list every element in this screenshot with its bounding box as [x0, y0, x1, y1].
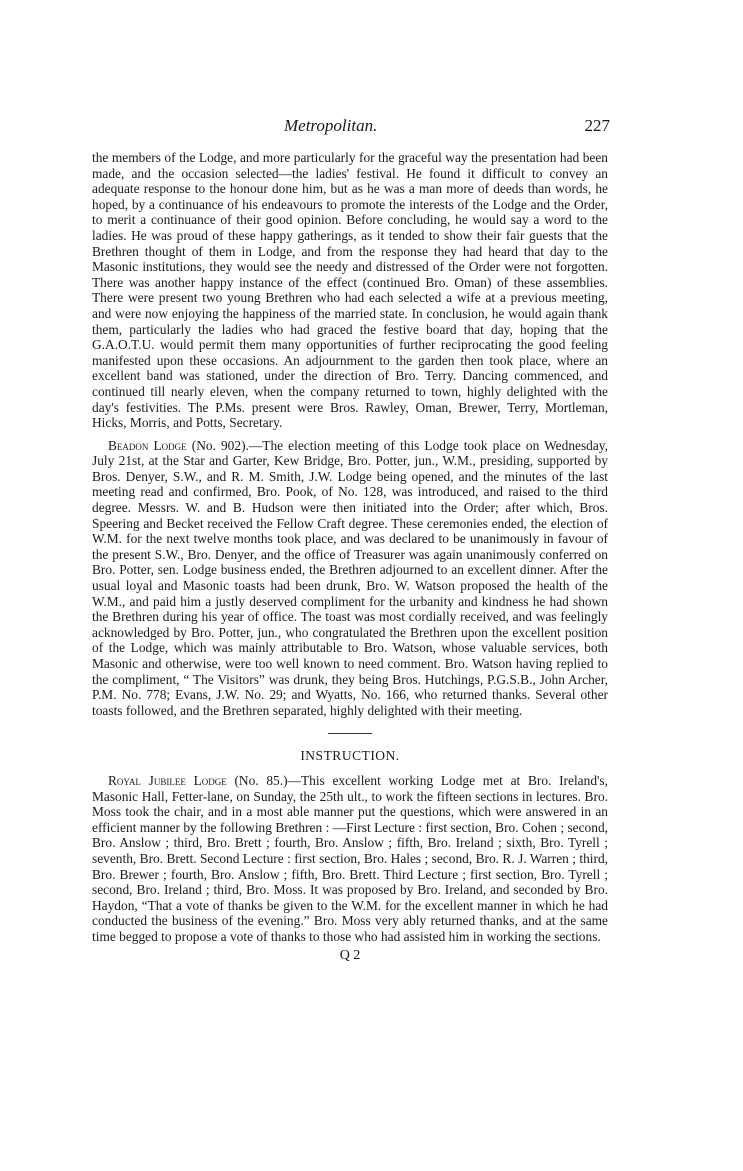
beadon-lodge-report: [92, 438, 608, 719]
section-divider: [328, 733, 372, 734]
signature-mark: Q 2: [339, 947, 361, 963]
lodge-name: Beadon Lodge: [108, 437, 187, 453]
paragraph-continued: the members of the Lodge, and more particularly for the graceful way the presentation had been made, and the occasion selected—the ladies' festival. He found it difficult to convey an adequate response to the honour done him, but as he was a man more of deeds than words, he hoped, by a continuance of his endeavours to promote the interests of the Lodge and the Order, to merit a continuance of their good opinion. Before concluding, he would say a word to the ladies. He was proud of these happy gatherings, as it tended to show their fair guests that the Brethren thought of them in Lodge, and from the response they had heard that day to the Masonic institutions, they would see the needy and distressed of the Order were not forgotten. There was another happy instance of the effect (continued Bro. Oman) of these assemblies. There were present two young Brethren who had each selected a wife at a previous meeting, and were now enjoying the happiness of the married state. In conclusion, he would again thank them, particularly the ladies who had graced the festive board that day, hoping that the G.A.O.T.U. would permit them many opportunities of further reciprocating the good feeling manifested upon these occasions. An adjournment to the garden then took place, where an excellent band was stationed, under the direction of Bro. Terry. Dancing commenced, and continued till nearly eleven, when the company returned to town, highly delighted with the day's festivities. The P.Ms. present were Bros. Rawley, Oman, Brewer, Terry, Mortleman, Hicks, Morris, and Potts, Secretary.: [92, 150, 608, 431]
report-text: (No. 85.)—This excellent working Lodge met at Bro. Ireland's, Masonic Hall, Fetter-lane, on Sunday, the 25th ult., to work the fifteen sections in lectures. Bro. Moss took the chair, and in a most able manner put the questions, which were answered in an efficient manner by the following Brethren : —First Lecture : first section, Bro. Cohen ; second, Bro. Anslow ; third, Bro. Brett ; fourth, Bro. Anslow ; fifth, Bro. Ireland ; sixth, Bro. Tyrell ; seventh, Bro. Brett. Second Lecture : first section, Bro. Hales ; second, Bro. R. J. Warren ; third, Bro. Brewer ; fourth, Bro. Anslow ; fifth, Bro. Brett. Third Lecture ; first section, Bro. Tyrell ; second, Bro. Ireland ; third, Bro. Moss. It was proposed by Bro. Ireland, and seconded by Bro. Haydon, “That a vote of thanks be given to the W.M. for the excellent manner in which he had conducted the business of the evening.” Bro. Moss very ably returned thanks, and at the same time begged to propose a vote of thanks to those who had assisted him in working the sections.: [92, 772, 608, 944]
royal-jubilee-lodge-report: [92, 773, 608, 945]
lodge-name: Royal Jubilee Lodge: [108, 772, 227, 788]
article-body: [92, 150, 608, 963]
running-title: Metropolitan.: [284, 116, 378, 135]
section-heading: INSTRUCTION.: [300, 748, 400, 764]
page-number: 227: [584, 116, 610, 135]
running-header: [284, 116, 610, 140]
report-text: (No. 902).—The election meeting of this Lodge took place on Wednesday, July 21st, at the Star and Garter, Kew Bridge, Bro. Potter, jun., W.M., presiding, supported by Bros. Denyer, S.W., and R. M. Smith, J.W. Lodge being opened, and the minutes of the last meeting read and confirmed, Bro. Pook, of No. 128, was introduced, and raised to the third degree. Messrs. W. and B. Hudson were then initiated into the Order; after which, Bros. Speering and Becket received the Fellow Craft degree. These ceremonies ended, the election of W.M. for the next twelve months took place, and was declared to be unanimously in favour of the present S.W., Bro. Denyer, and the office of Treasurer was again unanimously conferred on Bro. Potter, sen. Lodge business ended, the Brethren adjourned to an excellent dinner. After the usual loyal and Masonic toasts had been drunk, Bro. W. Watson proposed the health of the W.M., and paid him a justly deserved compliment for the urbanity and kindness he had shown the Brethren during his year of office. The toast was most cordially received, and was feelingly acknowledged by Bro. Potter, jun., who congratulated the Brethren upon the excellent position of the Lodge, which was mainly attributable to Bro. Watson, whose valuable services, both Masonic and otherwise, were too well known to need comment. Bro. Watson having replied to the compliment, “ The Visitors” was drunk, they being Bros. Hutchings, P.G.S.B., John Archer, P.M. No. 778; Evans, J.W. No. 29; and Wyatts, No. 166, who returned thanks. Several other toasts followed, and the Brethren separated, highly delighted with their meeting.: [92, 437, 608, 718]
